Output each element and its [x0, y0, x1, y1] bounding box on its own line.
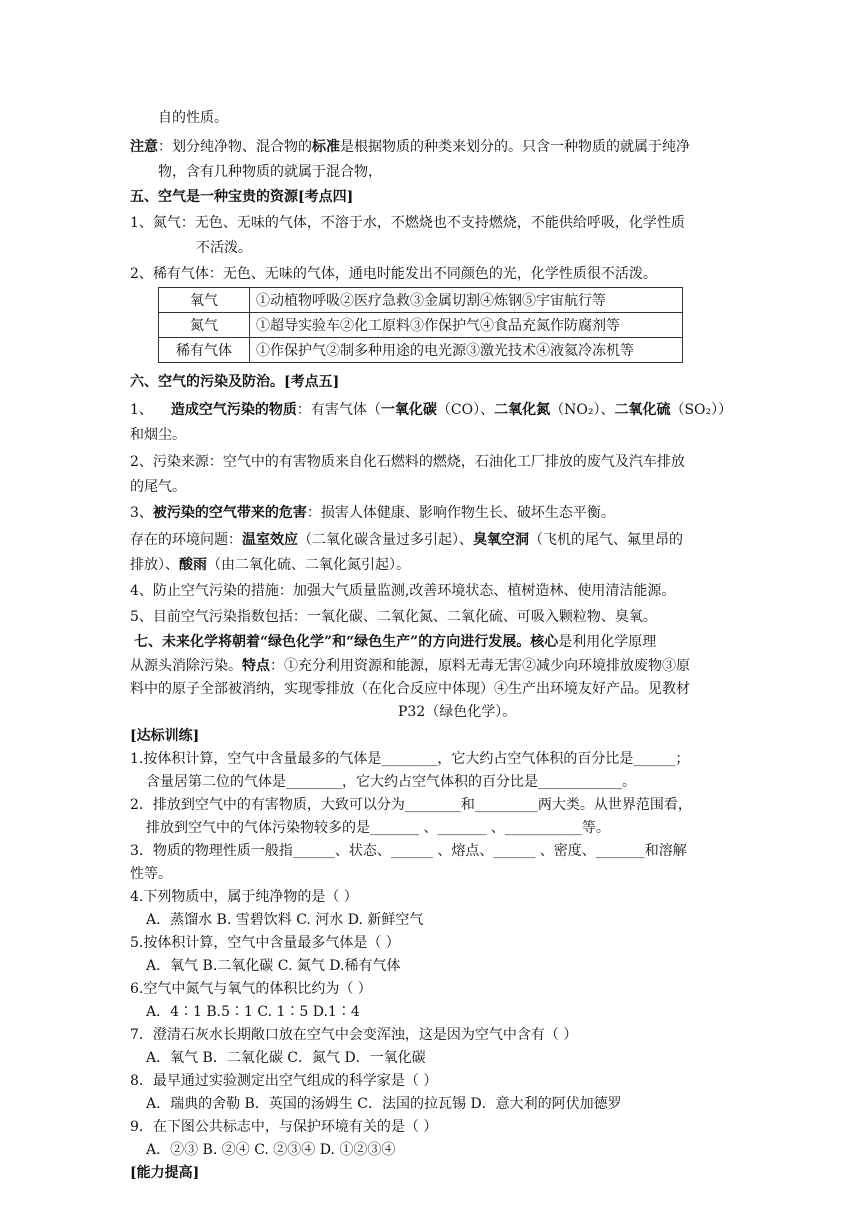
text-line: 2、稀有气体：无色、无味的气体，通电时能发出不同颜色的光，化学性质很不活泼。 [130, 266, 657, 282]
question-line: 9．在下图公共标志中，与保护环境有关的是（ ） [130, 1119, 438, 1135]
section-heading: 六、空气的污染及防治。[考点五] [130, 374, 340, 390]
table-row [159, 288, 683, 313]
table-cell-uses: ①动植物呼吸②医疗急救③金属切割④炼钢⑤宇宙航行等 [250, 288, 683, 313]
text-line: 2、污染来源：空气中的有害物质来自化石燃料的燃烧，石油化工厂排放的废气及汽车排放 [130, 454, 685, 470]
question-line: 含量居第二位的气体是________，它大约占空气体积的百分比是____________。 [146, 774, 636, 790]
note-line: 注意：划分纯净物、混合物的标准是根据物质的种类来划分的。只含一种物质的就属于纯净 [130, 139, 690, 155]
text-line: 的尾气。 [130, 479, 186, 495]
question-line: 3．物质的物理性质一般指______、状态、______ 、熔点、______ 、密度、_______和溶解 [130, 843, 687, 859]
table-row [159, 338, 683, 363]
table-row [159, 313, 683, 338]
options-line: A．②③ B. ②④ C. ②③④ D. ①②③④ [146, 1142, 396, 1158]
text-line: 3、被污染的空气带来的危害：损害人体健康、影响作物生长、破坏生态平衡。 [130, 505, 615, 521]
question-line: 2．排放到空气中的有害物质，大致可以分为________和_________两大类。从世界范围看， [130, 797, 692, 813]
text-line: P32（绿色化学）。 [398, 704, 517, 720]
options-line: A．瑞典的舍勒 B．英国的汤姆生 C．法国的拉瓦锡 D．意大利的阿伏加德罗 [146, 1096, 622, 1112]
section-heading: [能力提高] [130, 1165, 200, 1181]
text-line: 料中的原子全部被消纳，实现零排放（在化合反应中体现）④生产出环境友好产品。见教材 [130, 681, 690, 697]
table-cell-gas: 氧气 [159, 288, 250, 313]
text-line: 5、目前空气污染指数包括：一氧化碳、二氧化氮、二氧化硫、可吸入颗粒物、臭氧。 [130, 609, 657, 625]
question-line: 6.空气中氮气与氧气的体积比约为（ ） [130, 981, 372, 997]
text-line: 不活泼。 [196, 240, 252, 256]
options-line: A．氧气 B.二氧化碳 C. 氮气 D.稀有气体 [146, 958, 401, 974]
question-line: 性等。 [130, 866, 172, 882]
options-line: A．4∶1 B.5∶1 C. 1∶5 D.1∶4 [146, 1004, 360, 1020]
text-line: 1、氮气：无色、无味的气体，不溶于水，不燃烧也不支持燃烧，不能供给呼吸，化学性质 [130, 215, 685, 231]
text-line: 自的性质。 [158, 110, 228, 126]
table-cell-uses: ①作保护气②制多种用途的电光源③激光技术④液氦冷冻机等 [250, 338, 683, 363]
section-heading: 五、空气是一种宝贵的资源[考点四] [130, 189, 354, 205]
gas-uses-table [158, 287, 683, 363]
question-line: 排放到空气中的气体污染物较多的是_______ 、_______ 、___________等。 [146, 820, 610, 836]
question-line: 4.下列物质中，属于纯净物的是（ ） [130, 889, 358, 905]
section-heading: 七、未来化学将朝着“绿色化学”和“绿色生产”的方向进行发展。核心是利用化学原理 [134, 634, 657, 650]
question-line: 5.按体积计算，空气中含量最多气体是（ ） [130, 935, 400, 951]
text-line: 从源头消除污染。特点：①充分利用资源和能源，原料无毒无害②减少向环境排放废物③原 [130, 658, 690, 674]
options-line: A．蒸馏水 B. 雪碧饮料 C. 河水 D. 新鲜空气 [146, 912, 424, 928]
question-line: 1.按体积计算，空气中含量最多的气体是________，它大约占空气体积的百分比是______； [130, 751, 690, 767]
table-cell-gas: 稀有气体 [159, 338, 250, 363]
question-line: 7．澄清石灰水长期敞口放在空气中会变浑浊，这是因为空气中含有（ ） [130, 1027, 578, 1043]
table-cell-gas: 氮气 [159, 313, 250, 338]
question-line: 8．最早通过实验测定出空气组成的科学家是（ ） [130, 1073, 438, 1089]
text-line: 4、防止空气污染的措施：加强大气质量监测,改善环境状态、植树造林、使用清洁能源。 [130, 583, 676, 599]
text-line: 物，含有几种物质的就属于混合物， [158, 164, 382, 180]
text-line: 和烟尘。 [130, 427, 186, 443]
text-line: 排放）、酸雨（由二氧化硫、二氧化氮引起）。 [130, 557, 410, 573]
options-line: A．氧气 B．二氧化碳 C．氮气 D．一氧化碳 [146, 1050, 426, 1066]
text-line: 1、 造成空气污染的物质：有害气体（一氧化碳（CO）、二氧化氮（NO₂）、二氧化硫（SO₂）） [130, 402, 733, 418]
section-heading: [达标训练] [130, 728, 200, 744]
table-cell-uses: ①超导实验车②化工原料③作保护气④食品充氮作防腐剂等 [250, 313, 683, 338]
text-line: 存在的环境问题：温室效应（二氧化碳含量过多引起）、臭氧空洞（飞机的尾气、氟里昂的 [130, 532, 683, 548]
